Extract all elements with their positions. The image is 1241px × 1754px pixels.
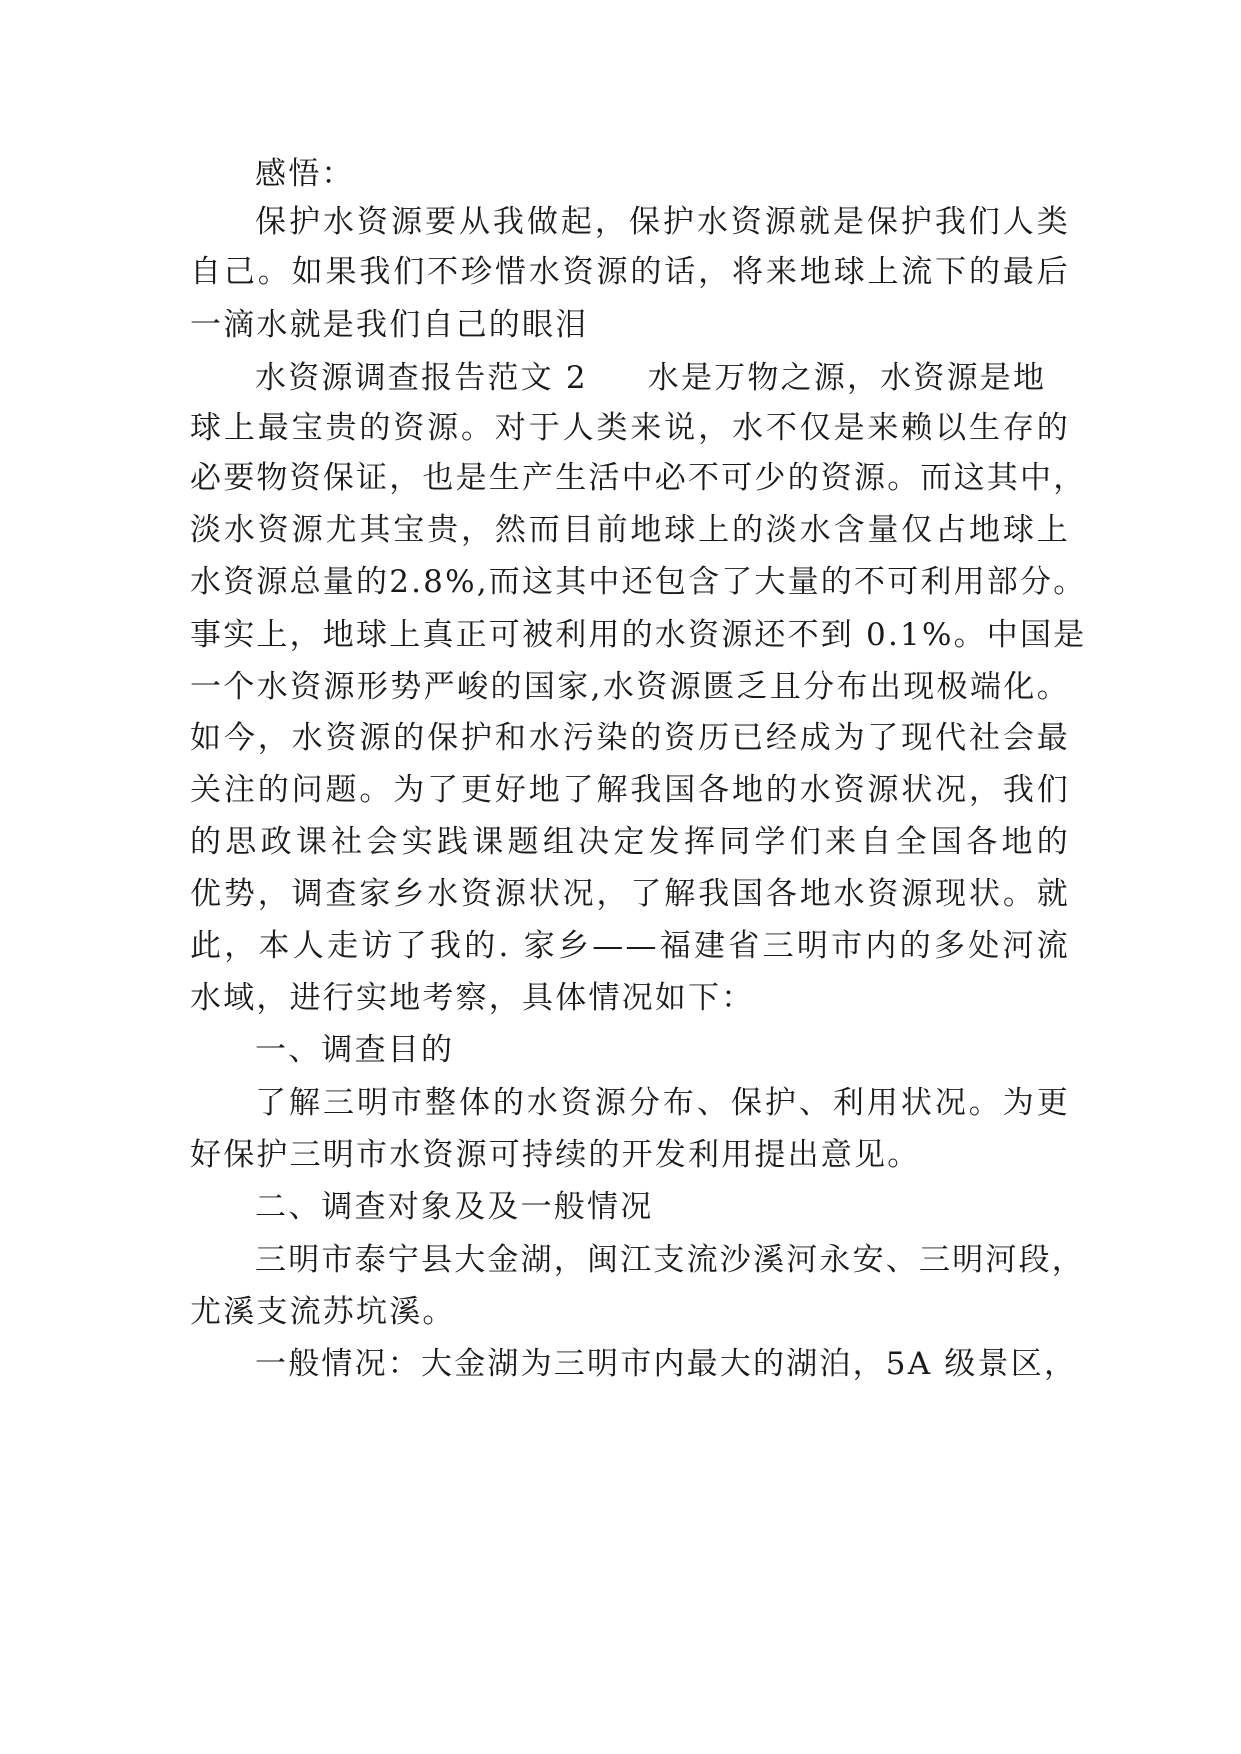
paragraph-line: 自己。如果我们不珍惜水资源的话，将来地球上流下的最后	[190, 254, 1070, 290]
paragraph-line: 水域，进行实地考察，具体情况如下：	[190, 980, 755, 1016]
paragraph-line: 如今，水资源的保护和水污染的资历已经成为了现代社会最	[190, 720, 1070, 756]
paragraph-line: 好保护三明市水资源可持续的开发利用提出意见。	[190, 1137, 921, 1173]
paragraph-line: 的思政课社会实践课题组决定发挥同学们来自全国各地的	[190, 824, 1070, 860]
paragraph-line: 保护水资源要从我做起，保护水资源就是保护我们人类	[255, 204, 1070, 240]
paragraph-line: 淡水资源尤其宝贵，然而目前地球上的淡水含量仅占地球上	[190, 512, 1070, 548]
paragraph-line: 事实上，地球上真正可被利用的水资源还不到 0.1%。中国是	[190, 617, 1087, 653]
paragraph-line: 一滴水就是我们自己的眼泪	[190, 307, 589, 343]
paragraph-line	[255, 358, 1070, 398]
section-heading-objects: 二、调查对象及及一般情况	[255, 1189, 654, 1225]
section-heading-purpose: 一、调查目的	[255, 1032, 455, 1068]
paragraph-line: 了解三明市整体的水资源分布、保护、利用状况。为更	[255, 1085, 1070, 1121]
paragraph-line: 必要物资保证，也是生产生活中必不可少的资源。而这其中，	[190, 460, 1087, 496]
paragraph-line: 优势，调查家乡水资源状况，了解我国各地水资源现状。就	[190, 876, 1070, 912]
paragraph-line: 尤溪支流苏坑溪。	[190, 1294, 456, 1330]
paragraph-line: 球上最宝贵的资源。对于人类来说，水不仅是来赖以生存的	[190, 410, 1070, 446]
paragraph-line: 一般情况：大金湖为三明市内最大的湖泊，5A 级景区，	[255, 1346, 1078, 1382]
paragraph-line: 此，本人走访了我的. 家乡——福建省三明市内的多处河流	[190, 928, 1070, 964]
paragraph-line: 水资源总量的2.8%,而这其中还包含了大量的不可利用部分。	[190, 564, 1087, 600]
paragraph-line: 一个水资源形势严峻的国家,水资源匮乏且分布出现极端化。	[190, 669, 1070, 705]
paragraph-line: 三明市泰宁县大金湖，闽江支流沙溪河永安、三明河段，	[255, 1242, 1085, 1278]
paragraph-text: 水是万物之源，水资源是地	[647, 360, 1047, 396]
section-title: 水资源调查报告范文 2	[255, 360, 588, 396]
paragraph-heading-ganwu: 感悟：	[255, 156, 355, 192]
paragraph-line: 关注的问题。为了更好地了解我国各地的水资源状况，我们	[190, 772, 1070, 808]
